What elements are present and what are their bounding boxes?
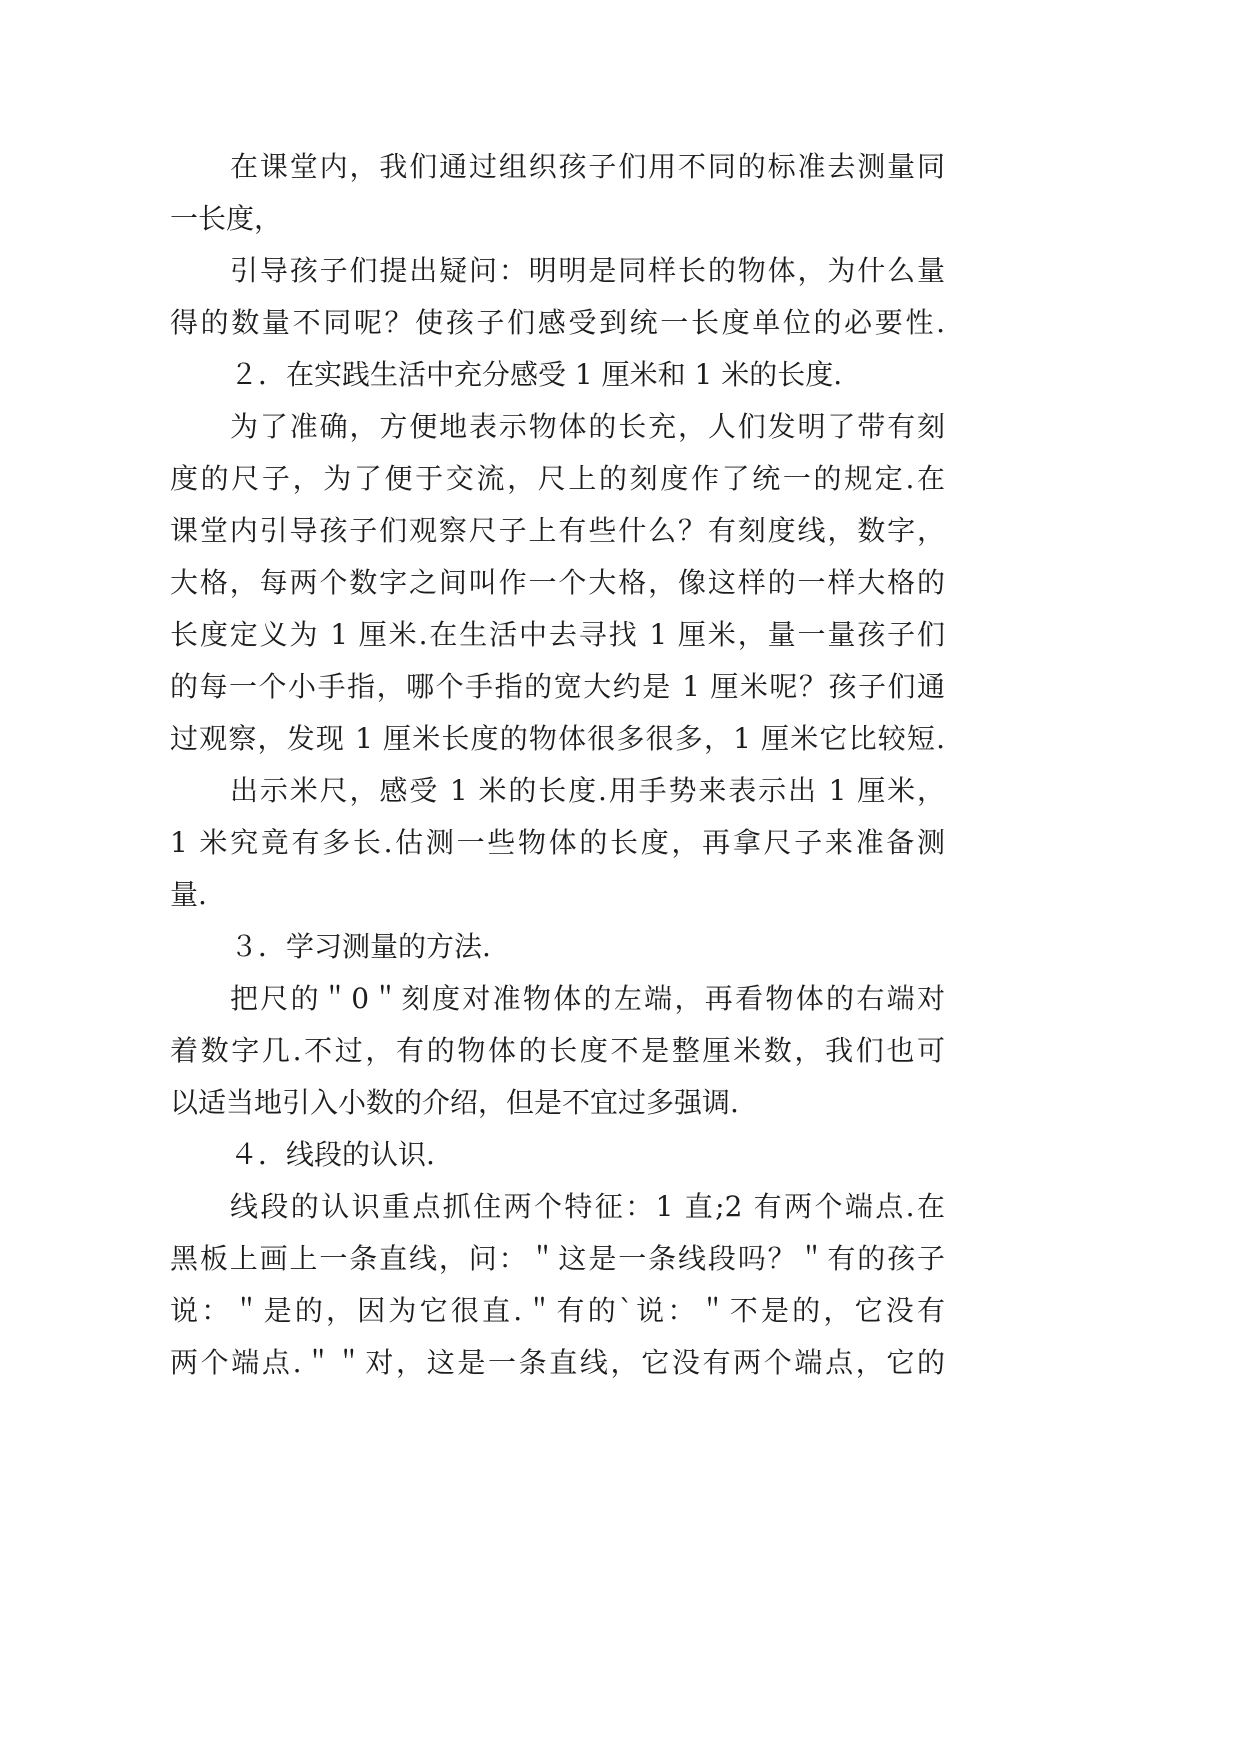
- section-heading-line: ３．学习测量的方法.: [230, 930, 491, 963]
- paragraph-line: 量.: [170, 878, 207, 911]
- paragraph-line: 大格，每两个数字之间叫作一个大格，像这样的一样大格的: [170, 566, 945, 599]
- paragraph: [170, 973, 945, 1129]
- paragraph: [170, 401, 945, 765]
- paragraph-line: 过观察，发现 1 厘米长度的物体很多很多，1 厘米它比较短.: [170, 722, 945, 755]
- paragraph-line: 课堂内引导孩子们观察尺子上有些什么？有刻度线，数字，: [170, 514, 945, 547]
- paragraph-line: 引导孩子们提出疑问：明明是同样长的物体，为什么量: [230, 254, 945, 287]
- paragraph-line: 长度定义为 1 厘米.在生活中去寻找 1 厘米，量一量孩子们: [170, 618, 945, 651]
- paragraph: [170, 141, 945, 245]
- paragraph-line: 把尺的＂0＂刻度对准物体的左端，再看物体的右端对: [230, 982, 945, 1015]
- paragraph-line: 以适当地引入小数的介绍，但是不宜过多强调.: [170, 1086, 739, 1119]
- paragraph-line: 着数字几.不过，有的物体的长度不是整厘米数，我们也可: [170, 1034, 945, 1067]
- section-heading: [170, 1129, 945, 1181]
- paragraph-line: 为了准确，方便地表示物体的长充，人们发明了带有刻: [230, 410, 945, 443]
- paragraph-line: 的每一个小手指，哪个手指的宽大约是 1 厘米呢？孩子们通: [170, 670, 945, 703]
- paragraph-line: 两个端点.＂＂对，这是一条直线，它没有两个端点，它的: [170, 1346, 945, 1379]
- paragraph-line: 度的尺子，为了便于交流，尺上的刻度作了统一的规定.在: [170, 462, 945, 495]
- document-body: [170, 141, 945, 1389]
- section-heading-line: ２．在实践生活中充分感受 1 厘米和 1 米的长度.: [230, 358, 843, 391]
- paragraph-line: 得的数量不同呢？使孩子们感受到统一长度单位的必要性.: [170, 306, 945, 339]
- paragraph-line: 黑板上画上一条直线，问：＂这是一条线段吗？＂有的孩子: [170, 1242, 945, 1275]
- paragraph-line: 线段的认识重点抓住两个特征：1 直;2 有两个端点.在: [230, 1190, 945, 1223]
- paragraph: [170, 245, 945, 349]
- section-heading: [170, 921, 945, 973]
- paragraph-line: 1 米究竟有多长.估测一些物体的长度，再拿尺子来准备测: [170, 826, 945, 859]
- paragraph-line: 说：＂是的，因为它很直.＂有的`说：＂不是的，它没有: [170, 1294, 945, 1327]
- section-heading-line: ４．线段的认识.: [230, 1138, 435, 1171]
- section-heading: [170, 349, 945, 401]
- paragraph: [170, 765, 945, 921]
- paragraph-line: 一长度，: [170, 202, 283, 235]
- paragraph-line: 出示米尺，感受 1 米的长度.用手势来表示出 1 厘米，: [230, 774, 945, 807]
- paragraph-line: 在课堂内，我们通过组织孩子们用不同的标准去测量同: [230, 150, 945, 183]
- paragraph: [170, 1181, 945, 1389]
